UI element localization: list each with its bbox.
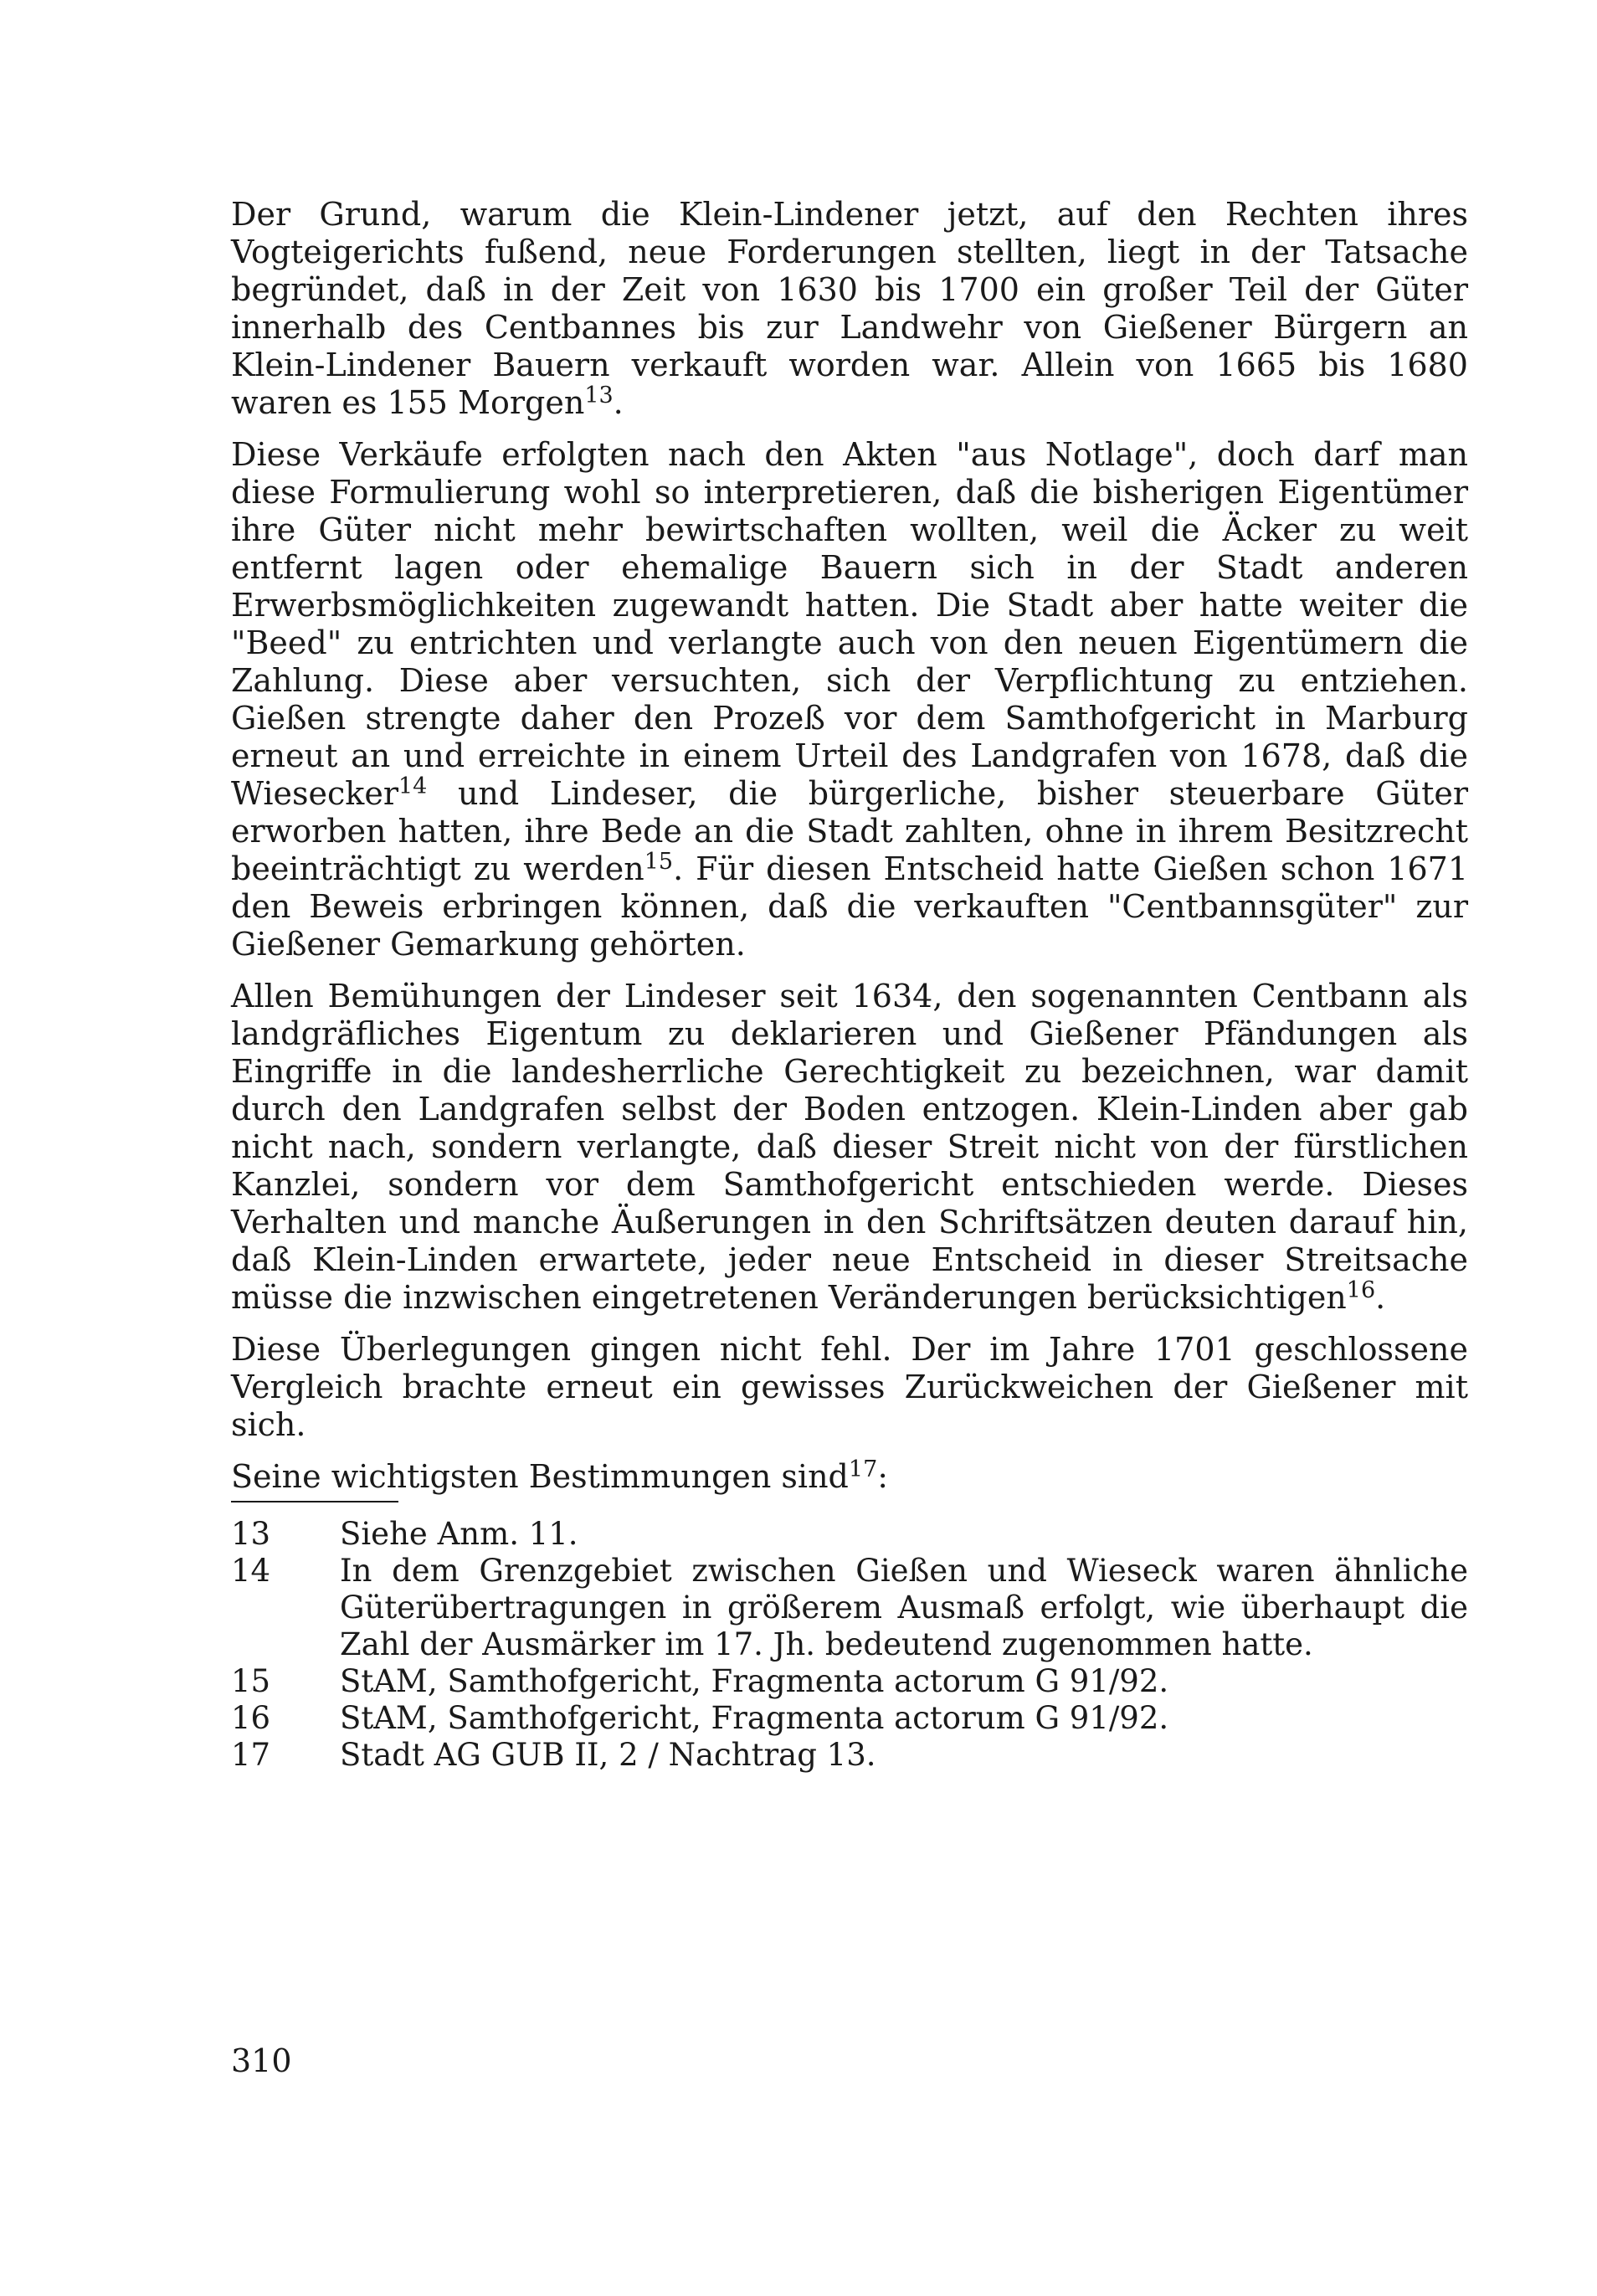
footnote-number: 16 [231,1700,271,1736]
footnote-separator [231,1501,398,1502]
footnote [231,1663,1468,1700]
footnote-ref-15[interactable]: 15 [644,849,674,875]
footnote-text: Stadt AG GUB II, 2 / Nachtrag 13. [340,1737,876,1773]
paragraph-5: Seine wichtigsten Bestimmungen sind$^{17}$: [231,1456,889,1495]
footnote-number: 13 [231,1516,271,1552]
footnote-text: StAM, Samthofgericht, Fragmenta actorum G 91/92. [340,1700,1169,1736]
footnote-ref-14[interactable]: 14 [398,773,428,799]
footnote-number: 15 [231,1663,271,1699]
footnote-ref-17[interactable]: 17 [848,1456,878,1482]
footnote-ref-13[interactable]: 13 [584,383,614,408]
paragraph-1: Der Grund, warum die Klein-Lindener jetzt, auf den Rechten ihres Vogteigerichts fußend, neue Forderungen stellten, liegt in der Tatsache begründet, daß in der Zeit von 1630 bis 1700 ein großer Teil der Güter innerhalb des Centbannes bis zur Landwehr von Gießener Bürgern an Klein-Lindener Bauern verkauft worden war. Allein von 1665 bis 1680 waren es 155 Morgen$^{13}$. [231,196,1468,421]
footnote-text: StAM, Samthofgericht, Fragmenta actorum G 91/92. [340,1663,1169,1699]
footnote [231,1516,1468,1553]
footnote [231,1737,1468,1774]
footnote-number: 14 [231,1553,271,1589]
page-body [231,196,1468,1774]
footnote-text: Siehe Anm. 11. [340,1516,578,1552]
footnote-text: In dem Grenzgebiet zwischen Gießen und Wieseck waren ähnliche Güterübertragungen in größerem Ausmaß erfolgt, wie überhaupt die Zahl der Ausmärker im 17. Jh. bedeutend zugenommen hatte. [340,1553,1468,1662]
paragraph-3: Allen Bemühungen der Lindeser seit 1634, den sogenannten Centbann als landgräfliches Eigentum zu deklarieren und Gießener Pfändungen als Eingriffe in die landesherrliche Gerechtigkeit zu bezeichnen, war damit durch den Landgrafen selbst der Boden entzogen. Klein-Linden aber gab nicht nach, sondern verlangte, daß dieser Streit nicht von der fürstlichen Kanzlei, sondern vor dem Samthofgericht entschieden werde. Dieses Verhalten und manche Äußerungen in den Schriftsätzen deuten darauf hin, daß Klein-Linden erwartete, jeder neue Entscheid in dieser Streitsache müsse die inzwischen eingetretenen Veränderungen berücksichtigen$^{16}$. [231,978,1468,1316]
footnote [231,1553,1468,1663]
page-number: 310 [231,2042,292,2079]
paragraph-2: Diese Verkäufe erfolgten nach den Akten "aus Notlage", doch darf man diese Formulierung wohl so interpretieren, daß die bisherigen Eigentümer ihre Güter nicht mehr bewirtschaften wollten, weil die Äcker zu weit entfernt lagen oder ehemalige Bauern sich in der Stadt anderen Erwerbsmöglichkeiten zugewandt hatten. Die Stadt aber hatte weiter die "Beed" zu entrichten und verlangte auch von den neuen Eigentümern die Zahlung. Diese aber versuchten, sich der Verpflichtung zu entziehen. Gießen strengte daher den Prozeß vor dem Samthofgericht in Marburg erneut an und erreichte in einem Urteil des Landgrafen von 1678, daß die Wiesecker$^{14}$ und Lindeser, die bürgerliche, bisher steuerbare Güter erworben hatten, ihre Bede an die Stadt zahlten, ohne in ihrem Besitzrecht beeinträchtigt zu werden$^{15}$. Für diesen Entscheid hatte Gießen schon 1671 den Beweis erbringen können, daß die verkauften "Centbannsgüter" zur Gießener Gemarkung gehörten. [231,436,1469,963]
footnote-ref-16[interactable]: 16 [1346,1277,1376,1303]
footnote-number: 17 [231,1737,271,1773]
paragraph-4: Diese Überlegungen gingen nicht fehl. Der im Jahre 1701 geschlossene Vergleich brachte erneut ein gewisses Zurückweichen der Gießener mit sich. [231,1331,1468,1443]
footnote [231,1700,1468,1737]
footnote-list [231,1516,1468,1774]
